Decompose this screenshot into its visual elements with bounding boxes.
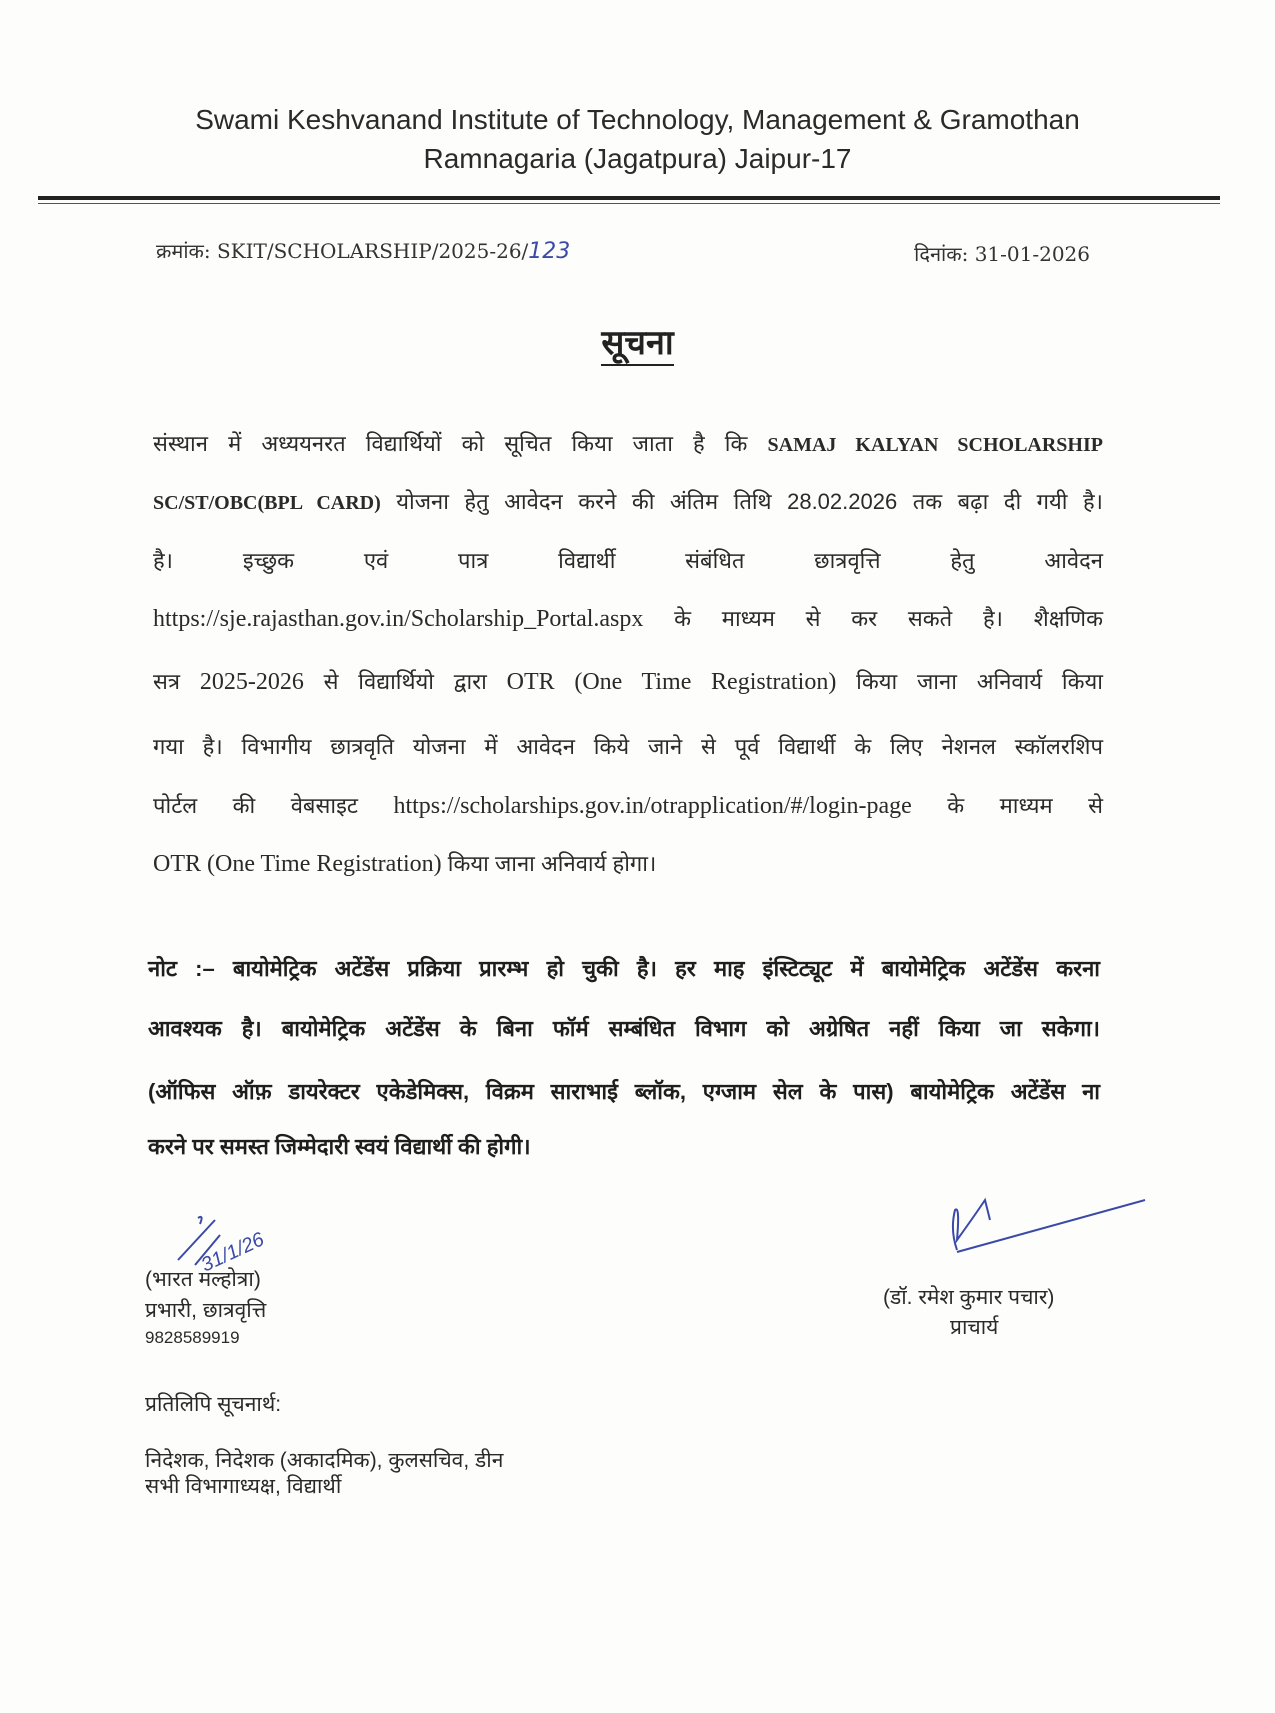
left-signatory-phone: 9828589919 [145, 1328, 240, 1347]
institute-address: Ramnagaria (Jagatpura) Jaipur-17 [423, 143, 852, 174]
note-line: (ऑफिस ऑफ़ डायरेक्टर एकेडेमिक्स, विक्रम साराभाई ब्लॉक, एग्जाम सेल के पास) बायोमेट्रिक अटेंडेंस ना [148, 1079, 1100, 1104]
sje-portal-link[interactable]: https://sje.rajasthan.gov.in/Scholarship_Portal.aspx [153, 606, 644, 632]
handwritten-date: 31/1/26 [197, 1228, 268, 1277]
text: योजना हेतु आवेदन करने की अंतिम तिथि 28.02.2026 तक बढ़ा दी गयी है। [396, 489, 1103, 514]
paragraph-line: है। इच्छुक एवं पात्र विद्यार्थी संबंधित छात्रवृत्ति हेतु आवेदन [153, 548, 1103, 573]
paragraph-line [153, 486, 1103, 516]
text: पोर्टल की वेबसाइट [153, 793, 358, 818]
date-label: दिनांक: [914, 242, 969, 266]
left-signatory-name: (भारत मल्होत्रा) [145, 1268, 261, 1291]
session: 2025-2026 [199, 669, 304, 695]
nsp-otr-link[interactable]: https://scholarships.gov.in/otrapplication/#/login-page [393, 793, 912, 819]
notice-title: सूचना [0, 318, 1275, 364]
reference-value: SKIT/SCHOLARSHIP/2025-26/ [216, 239, 529, 263]
header-rule-thin [38, 203, 1220, 204]
paragraph-line [153, 603, 1103, 633]
text: के माध्यम से कर सकते है। शैक्षणिक [674, 606, 1103, 631]
reference-number [156, 237, 570, 264]
text: किया जाना अनिवार्य होगा। [447, 851, 657, 876]
paragraph-line [153, 428, 1103, 458]
date-value: 31-01-2026 [974, 242, 1090, 266]
text: से विद्यार्थियो द्वारा [323, 669, 487, 694]
otr-text: OTR (One Time Registration) [506, 669, 837, 695]
note-line: करने पर समस्त जिम्मेदारी स्वयं विद्यार्थी की होगी। [148, 1134, 531, 1159]
principal-signature [945, 1190, 1150, 1260]
copy-to-label: प्रतिलिपि सूचनार्थ: [145, 1393, 282, 1416]
paragraph-line [153, 666, 1103, 696]
note-line: नोट :– बायोमेट्रिक अटेंडेंस प्रक्रिया प्रारम्भ हो चुकी है। हर माह इंस्टिट्यूट में बायोमेट्रिक अटेंडेंस करना [148, 956, 1100, 981]
scheme-category: SC/ST/OBC(BPL CARD) [153, 492, 381, 514]
otr-text: OTR (One Time Registration) [153, 851, 442, 877]
note-line: आवश्यक है। बायोमेट्रिक अटेंडेंस के बिना फॉर्म सम्बंधित विभाग को अग्रेषित नहीं किया जा सकेगा। [148, 1016, 1100, 1041]
right-signatory-designation: प्राचार्य [950, 1316, 999, 1339]
text: सत्र [153, 669, 181, 694]
header-rule [38, 196, 1220, 200]
left-signatory-designation: प्रभारी, छात्रवृत्ति [145, 1299, 267, 1322]
paragraph-line: गया है। विभागीय छात्रवृति योजना में आवेदन किये जाने से पूर्व विद्यार्थी के लिए नेशनल स्कॉलरशिप [153, 734, 1103, 759]
copy-to-line: सभी विभागाध्यक्ष, विद्यार्थी [145, 1475, 342, 1498]
handwritten-reference: 123 [528, 239, 571, 264]
scheme-name: SAMAJ KALYAN SCHOLARSHIP [767, 434, 1103, 456]
paragraph-line [153, 790, 1103, 820]
institute-name: Swami Keshvanand Institute of Technology, Management & Gramothan [195, 104, 1080, 135]
text: किया जाना अनिवार्य किया [856, 669, 1103, 694]
reference-label: क्रमांक: [156, 239, 211, 263]
copy-to-line: निदेशक, निदेशक (अकादमिक), कुलसचिव, डीन [145, 1449, 504, 1472]
text: के माध्यम से [947, 793, 1103, 818]
right-signatory-name: (डॉ. रमेश कुमार पचार) [883, 1286, 1055, 1309]
text: संस्थान में अध्ययनरत विद्यार्थियों को सूचित किया जाता है कि [153, 431, 748, 456]
paragraph-line [153, 848, 1103, 878]
notice-date [914, 240, 1090, 267]
